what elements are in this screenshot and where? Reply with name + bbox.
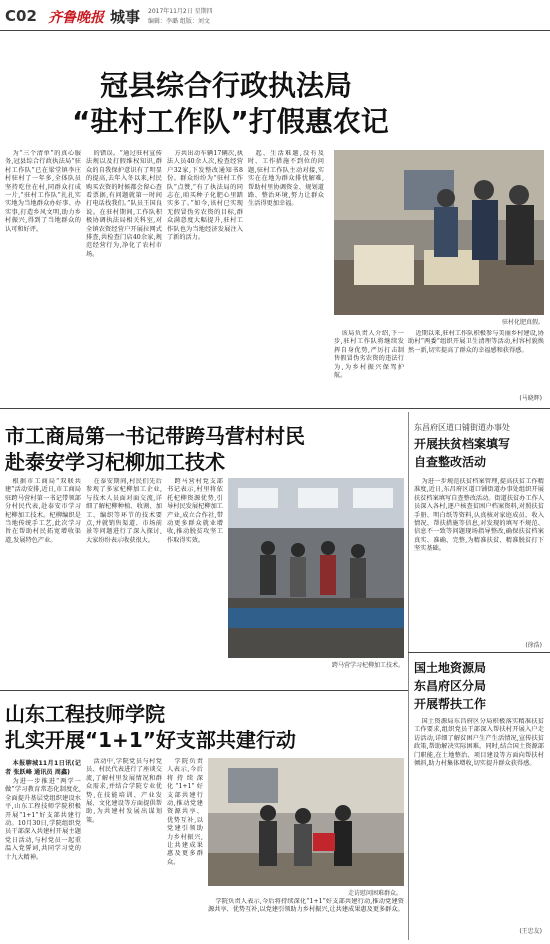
story1-photo-caption: 驻村化肥真假。: [501, 319, 544, 326]
story1-photo: [334, 150, 544, 315]
story2-column-1: 根据市工商局“双联共建”活动安排,近日,市工商局驻跨马营村第一书记带领部分村民代表,赴泰安市学习杞柳加工技术。杞柳编织是当地传统手工艺,此次学习旨在帮助村民拓宽增收渠道,发展特色产业。: [5, 478, 81, 544]
header-divider: [0, 30, 550, 31]
story2-headline-1: 市工商局第一书记带跨马营村村民: [5, 424, 305, 448]
story2-headline-2: 赴泰安学习杞柳加工技术: [5, 450, 225, 474]
story3-headline-2: 扎实开展“1+1”好支部共建行动: [5, 728, 296, 752]
story3-column-1: 本报聊城11月1日讯(记者 张跃峰 通讯员 周鑫) 为进一步推进“两学一做”学习教育常态化制度化,全面提升基层党组织建设水平,山东工程技师学院积极开展“1+1”好支部共建行动。10月30日,学院组织党员干部深入共建村开展主题党日活动,与村党员一起重温入党誓词,共同学习党的十九大精神。: [5, 760, 81, 861]
side1-divider: [408, 652, 550, 653]
story3-column-3: 学院负责人表示,今后将持续深化“1+1”好支部共建行动,推动党建资源共享、优势互补,以党建引领助力乡村振兴,让共建成果惠及更多群众。: [167, 758, 203, 866]
editors-line: 编辑：李璐 组版：刘文: [148, 18, 210, 25]
officials-inspecting-fertilizer-photo: [334, 150, 544, 315]
side1-author: (徐浩): [525, 642, 542, 649]
newspaper-logo: 齐鲁晚报: [48, 10, 104, 26]
side2-headline-1: 国土地资源局: [414, 661, 487, 675]
story1-author: (马晓辉): [519, 395, 542, 402]
page-header: [0, 0, 550, 32]
story2-column-3: 跨马营村党支部书记表示,村里将依托杞柳资源优势,引导村民发展杞柳加工产业,成立合作社,带动更多群众就业增收,推动脱贫攻坚工作取得实效。: [167, 478, 223, 544]
story3-photo-caption: 走访慰问困难群众。: [347, 890, 402, 897]
story1-divider: [0, 408, 550, 409]
story3-headline-1: 山东工程技师学院: [5, 702, 165, 726]
story2-column-2: 在泰安期间,村民们先后参观了多家杞柳加工企业,与技术人员面对面交流,详细了解杞柳种植、收割、加工、编织等环节的技术要点,并就销售渠道、市场前景等问题进行了深入探讨,大家纷纷表示收获很大。: [86, 478, 162, 544]
page-number: C02: [5, 7, 37, 25]
story1-column-2: 的错误。“通过驻村宣传法规以及打假维权知识,群众的自我保护意识有了明显的提高,去年入冬以来,村民购买农资的时候都会留心查看票据,有问题就第一时间打电话找我们。”队员王国良说。在驻村期间,工作队积极协调执法局相关科室,对全镇农资经营户开展拉网式排查,共检查门店40余家,规范经营行为,净化了农村市场。: [86, 150, 162, 258]
story3-photo: [208, 758, 404, 886]
story3-column-2: 活动中,学院党员与村党员、村民代表进行了座谈交流,了解村里发展情况和群众需求,并结合学院专业优势,在技能培训、产业发展、文化建设等方面提供帮助,为共建村发展出谋划策。: [86, 758, 162, 824]
story3-byline: 本报聊城11月1日讯(记者 张跃峰 通讯员 周鑫): [5, 760, 81, 776]
issue-date: 2017年11月2日 星期四: [148, 8, 213, 15]
side1-headline-1: 开展扶贫档案填写: [414, 437, 511, 451]
visiting-villagers-photo: [208, 758, 404, 886]
side1-body: 为进一步规范扶贫档案管理,提高扶贫工作精准度,近日,东昌府区道口铺街道办事处组织开展扶贫档案填写自查整改活动。街道扶贫办工作人员深入各村,逐户核查贫困户档案资料,对照扶贫手册、明白纸等资料,认真核对家庭成员、收入情况、帮扶措施等信息,对发现的填写不规范、信息不一致等问题现场指导整改,确保扶贫档案真实、准确、完整,为精准扶贫、精准脱贫打下坚实基础。: [414, 478, 544, 553]
side1-kicker: 东昌府区道口铺街道办事处: [414, 423, 510, 432]
story2-photo: [228, 478, 404, 658]
sidebar-divider: [408, 412, 409, 940]
story2-divider: [0, 690, 408, 691]
story1-headline-1: 冠县综合行政执法局: [100, 69, 353, 102]
side2-body: 国土资源局东昌府区分局积极落实精准扶贫工作要求,组织党员干部深入帮扶村开展入户走访活动,详细了解贫困户生产生活情况,宣传扶贫政策,帮助解决实际困难。同时,结合国土资源部门职能,在土地整治、项目建设等方面向帮扶村倾斜,助力村集体增收,切实提升群众获得感。: [414, 718, 544, 768]
story2-photo-caption: 跨马营学习杞柳加工技术。: [331, 662, 404, 669]
section-title: 城事: [110, 8, 141, 26]
side1-headline-2: 自查整改活动: [414, 455, 487, 469]
side2-headline-3: 开展帮扶工作: [414, 697, 487, 711]
story3-column-4: 学院负责人表示,今后将持续深化“1+1”好支部共建行动,推动党建资源共享、优势互补,以党建引领助力乡村振兴,让共建成果惠及更多群众。: [208, 898, 404, 914]
story1-column-4: 起、生活难题,没有及时、工作措施不到位的问题,驻村工作队主动对接,实实在在地为群众排忧解难,帮助村里协调资金、规划道路、整治环境,努力让群众生活得更加幸福。: [248, 150, 324, 208]
story1-headline-2: “驻村工作队”打假惠农记: [72, 105, 389, 138]
story1-column-6: 近期以来,驻村工作队积极参与美丽乡村建设,协助村“两委”组织开展卫生清理等活动,村容村貌焕然一新,切实提高了群众的幸福感和获得感。: [408, 330, 544, 354]
story1-column-1: 为“三个清单”的真心服务,冠县综合行政执法局“驻村工作队”已在梁堂镇李庄村驻村了一年多,全体队员坚持吃住在村,同群众打成一片,“驻村工作队”扎扎实实地为当地群众办好事、办实事,打造乡风文明,助力乡村振兴,得到了当地群众的认可和好评。: [5, 150, 81, 233]
side2-author: (王忠友): [519, 928, 542, 935]
story1-column-5: 该局负责人介绍,下一步,驻村工作队将继续发挥自身优势,严厉打击制售假冒伪劣农资的违法行为,为乡村振兴保驾护航。: [334, 330, 404, 380]
side2-headline-2: 东昌府区分局: [414, 679, 487, 693]
story1-column-3: 方共出动车辆17辆次,执法人员40余人次,检查经营户32家,下发整改通知书8份。群众纷纷为“驻村工作队”点赞,“有了执法局的同志在,咱买种子化肥心里踏实多了。”如今,该村已实现无假冒伪劣农资的目标,群众满意度大幅提升,驻村工作队也为当地经济发展注入了新的活力。: [167, 150, 243, 242]
willow-workshop-photo: [228, 478, 404, 658]
